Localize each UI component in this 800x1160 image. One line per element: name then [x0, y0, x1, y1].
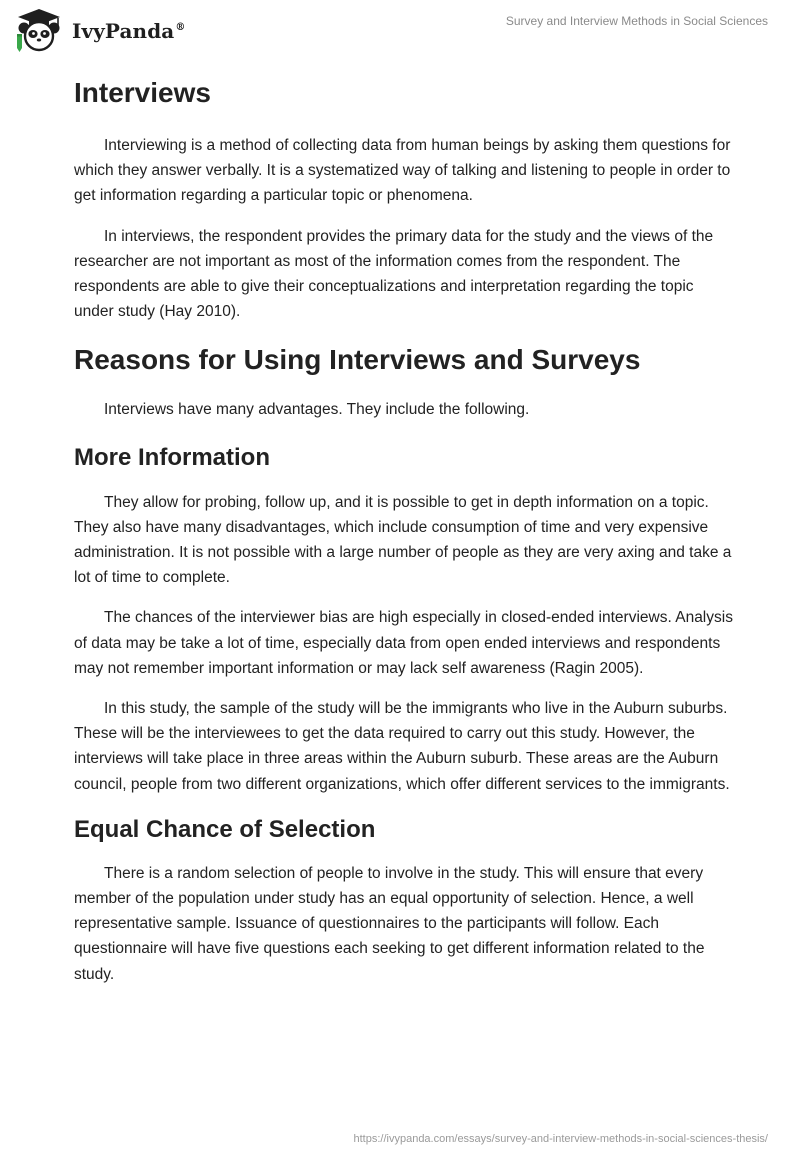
brand-registered-mark: ®: [175, 22, 186, 34]
source-url-link[interactable]: https://ivypanda.com/essays/survey-and-interview-methods-in-social-sciences-thesis/: [353, 1133, 768, 1145]
paragraph: There is a random selection of people to involve in the study. This will ensure that every member of the population under study has an equal opportunity of selection. Hence, a well representative sample. Issuance of questionnaires to the participants will follow. Each questionnaire will have five questions each seeking to get different information related to the study.: [74, 864, 705, 983]
brand-logo[interactable]: [14, 8, 185, 52]
paragraph: In this study, the sample of the study will be the immigrants who live in the Auburn suburbs. These will be the interviewees to get the data required to carry out this study. However, the interviews will take place in three areas within the Auburn suburb. These areas are the Auburn council, people from two different organizations, which offer different services to the immigrants.: [74, 700, 730, 793]
brand-name: IvyPanda®: [72, 19, 186, 43]
article-body: [74, 72, 734, 987]
paragraph: The chances of the interviewer bias are high especially in closed-ended interviews. Analysis of data may be take a lot of time, especially data from open ended interviews and respondents may not remember important information or may lack self awareness (Ragin 2005).: [74, 609, 733, 677]
page-header: [0, 0, 800, 60]
paragraph: They allow for probing, follow up, and it is possible to get in depth information on a topic. They also have many disadvantages, which include consumption of time and very expensive administration. It is not possible with a large number of people as they are very axing and take a lot of time to complete.: [74, 493, 732, 587]
document-title: Survey and Interview Methods in Social Sciences: [505, 14, 768, 28]
paragraph: Interviewing is a method of collecting data from human beings by asking them questions for which they answer verbally. It is a systematized way of talking and listening to people in order to get information regarding a particular topic or phenomena.: [74, 137, 731, 205]
heading-more-information: More Information: [74, 443, 270, 471]
heading-equal-chance: Equal Chance of Selection: [74, 815, 376, 843]
paragraph: In interviews, the respondent provides the primary data for the study and the views of the researcher are not important as most of the information comes from the respondent. The respondents are able to give their conceptualizations and interpretation regarding the topic under study (Hay 2010).: [74, 227, 714, 321]
heading-reasons: Reasons for Using Interviews and Surveys: [74, 344, 641, 376]
heading-interviews: Interviews: [74, 77, 211, 108]
panda-graduate-icon: [14, 8, 64, 52]
paragraph: Interviews have many advantages. They include the following.: [104, 401, 530, 419]
